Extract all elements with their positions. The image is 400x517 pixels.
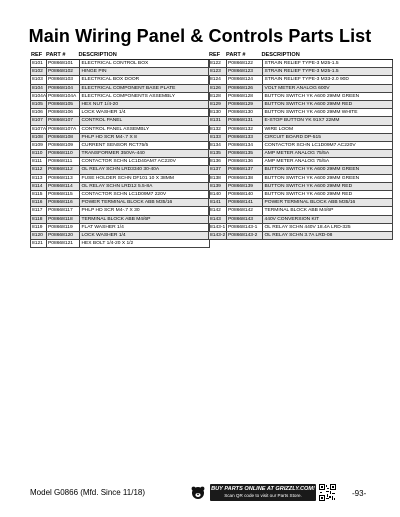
header-part: PART #	[226, 52, 246, 58]
table-row	[208, 191, 393, 199]
part-number-cell: P08668101	[47, 60, 80, 67]
part-number-cell: P08668108	[47, 134, 80, 141]
part-number-cell: P08668140	[227, 191, 263, 198]
part-number-cell: P08668115	[47, 191, 80, 198]
description-cell: CONTACTOR SCHN LC1D40AM7 AC220V	[81, 159, 176, 165]
ref-cell: 8143-1	[210, 224, 226, 230]
ref-cell: 8101	[31, 60, 47, 67]
part-number-cell: P08668112	[47, 166, 80, 173]
ref-cell: 8111	[31, 158, 47, 165]
description-cell: BUTTON SWITCH YK A600 29MM WHITE	[264, 110, 358, 116]
model-label: Model G0866 (Mfd. Since 11/18)	[30, 488, 146, 497]
header-ref: REF	[31, 52, 43, 58]
table-row	[208, 150, 393, 158]
ref-cell: 8133	[209, 134, 227, 141]
part-number-cell: P08668104A	[47, 93, 80, 100]
part-number-cell: P08668105	[47, 101, 80, 108]
part-number-cell: P08668129	[227, 101, 263, 108]
table-row	[30, 101, 210, 109]
part-number-cell: P08668119	[47, 224, 80, 231]
description-cell: ELECTRICAL COMPONENTS ASSEMBLY	[81, 93, 175, 99]
grizzly-bear-logo-icon	[191, 486, 205, 499]
ref-cell: 8104	[31, 85, 47, 92]
part-number-cell: P08668143	[227, 216, 263, 223]
ref-cell: 8118	[31, 216, 47, 223]
table-row	[30, 207, 210, 215]
description-cell: HEX BOLT 1/4-20 X 1/2	[81, 241, 134, 247]
ref-cell: 8106	[31, 109, 47, 116]
table-row	[30, 240, 210, 248]
parts-store-link[interactable]	[210, 484, 316, 501]
description-cell: BUTTON SWITCH YK A600 29MM RED	[264, 101, 353, 107]
ref-cell: 8142	[209, 207, 227, 214]
ref-cell: 8137	[209, 166, 227, 173]
ref-cell: 8108	[31, 134, 47, 141]
table-row	[208, 60, 393, 68]
ref-cell: 8141	[209, 199, 227, 206]
part-number-cell: P08668104	[47, 85, 80, 92]
ref-cell: 8115	[31, 191, 47, 198]
description-cell: BUTTON SWITCH YK A600 29MM GREEN	[264, 93, 360, 99]
table-row	[30, 191, 210, 199]
ref-cell: 8113	[31, 175, 47, 182]
description-cell: PHLP HD SCR M4-.7 X 30	[81, 208, 140, 214]
table-rows	[30, 59, 210, 248]
description-cell: CIRCUIT BOARD DP-515	[264, 134, 321, 140]
ref-cell: 8139	[209, 183, 227, 190]
ref-cell: 8109	[31, 142, 47, 149]
part-number-cell: P08668133	[227, 134, 263, 141]
ref-cell: 8129	[209, 101, 227, 108]
description-cell: TERMINAL BLOCK ABB M4/6P	[264, 208, 334, 214]
description-cell: E-STOP BUTTON YK 91X7 22MM	[264, 118, 340, 124]
ref-cell: 8103	[31, 76, 47, 83]
description-cell: BUTTON SWITCH YK A600 29MM RED	[264, 183, 353, 189]
ref-cell: 8107A	[32, 126, 47, 132]
table-row	[30, 68, 210, 76]
part-number-cell: P08668124	[227, 76, 263, 83]
part-number-cell: P08668113	[47, 175, 80, 182]
ref-cell: 8140	[209, 191, 227, 198]
part-number-cell: P08668126	[227, 85, 263, 92]
description-cell: CONTACTOR SCHN LC1D09M7 220V	[81, 192, 167, 197]
table-row	[30, 85, 210, 93]
table-row	[30, 93, 210, 101]
table-row	[30, 232, 210, 240]
part-number-cell: P08668130	[227, 109, 263, 116]
description-cell: STRAIN RELIEF TYPE-3 M33-2.0 90D	[264, 77, 349, 83]
ref-cell: 8136	[209, 158, 227, 165]
part-number-cell: P08668114	[47, 183, 80, 190]
ref-cell: 8112	[31, 166, 47, 173]
promo-line-2: Scan QR code to visit our Parts Store.	[224, 493, 302, 498]
table-row	[208, 158, 393, 166]
ref-cell: 8131	[209, 117, 227, 124]
page-footer	[0, 483, 400, 503]
ref-cell: 8134	[209, 142, 227, 149]
description-cell: AMP METER ANALOG 75/5A	[264, 151, 330, 157]
ref-cell: 8107	[31, 117, 47, 124]
part-number-cell: P08668134	[227, 142, 263, 149]
table-row	[30, 183, 210, 191]
table-row	[30, 126, 210, 134]
table-row	[30, 117, 210, 125]
table-row	[30, 60, 210, 68]
ref-cell: 8116	[31, 199, 47, 206]
part-number-cell: P08668120	[47, 232, 80, 239]
part-number-cell: P08668103	[47, 76, 80, 83]
ref-cell: 8110	[31, 150, 47, 157]
table-row	[208, 207, 393, 215]
table-row	[208, 93, 393, 101]
ref-cell: 8124	[209, 76, 227, 83]
table-row	[208, 134, 393, 142]
table-row	[208, 199, 393, 207]
header-part: PART #	[46, 52, 66, 58]
part-number-cell: P08668122	[227, 60, 263, 67]
part-number-cell: P08668143-1	[227, 224, 263, 231]
part-number-cell: P08668142	[227, 207, 263, 214]
table-row	[30, 142, 210, 150]
part-number-cell: P08668123	[227, 68, 263, 75]
description-cell: FUSE HOLDER SCHN DF101 10 X 38MM	[81, 175, 174, 181]
part-number-cell: P08668117	[47, 207, 80, 214]
description-cell: TRANSFORMER 350VA-440	[81, 151, 145, 157]
description-cell: LOCK WASHER 1/4	[81, 232, 126, 238]
description-cell: HINGE PIN	[81, 69, 107, 75]
qr-code-icon[interactable]	[319, 484, 336, 501]
table-row	[208, 85, 393, 93]
table-row	[30, 134, 210, 142]
part-number-cell: P08668109	[47, 142, 80, 149]
table-row	[30, 76, 210, 84]
table-row	[208, 166, 393, 174]
ref-cell: 8120	[31, 232, 47, 239]
page-number: -93-	[352, 489, 367, 498]
part-number-cell: P08668137	[227, 166, 263, 173]
ref-cell: 8123	[209, 68, 227, 75]
parts-table-left	[30, 50, 210, 248]
table-row	[30, 158, 210, 166]
description-cell: TERMINAL BLOCK ABB M4/6P	[81, 216, 151, 222]
table-row	[30, 175, 210, 183]
description-cell: ELECTRICAL CONTROL BOX	[81, 61, 149, 66]
header-description: DESCRIPTION	[261, 52, 300, 58]
part-number-cell: P08668143-2	[227, 232, 263, 239]
part-number-cell: P08668102	[47, 68, 80, 75]
ref-cell: 8105	[31, 101, 47, 108]
description-cell: POWER TERMINAL BLOCK ABB M35/16	[264, 200, 356, 206]
ref-cell: 8143	[209, 216, 227, 223]
table-row	[208, 76, 393, 84]
ref-cell: 8128	[209, 93, 227, 100]
ref-cell: 8121	[31, 240, 47, 247]
table-row	[208, 224, 393, 232]
description-cell: VOLT METER ANALOG 600V	[264, 85, 330, 91]
part-number-cell: P08668128	[227, 93, 263, 100]
description-cell: OL RELAY SCHN LRD12 5.5-8A	[81, 183, 153, 189]
description-cell: FLAT WASHER 1/4	[81, 224, 124, 230]
ref-cell: 8117	[31, 207, 47, 214]
part-number-cell: P08668135	[227, 150, 263, 157]
part-number-cell: P08668116	[47, 199, 80, 206]
table-row	[208, 126, 393, 134]
table-row	[30, 199, 210, 207]
part-number-cell: P08668121	[47, 240, 80, 247]
page-title: Main Wiring Panel & Controls Parts List	[28, 26, 372, 46]
ref-cell: 8102	[31, 68, 47, 75]
description-cell: 440V CONVERSION KIT	[264, 216, 320, 222]
part-number-cell: P08668141	[227, 199, 263, 206]
ref-cell: 8143-2	[210, 232, 226, 238]
ref-cell: 8119	[31, 224, 47, 231]
description-cell: AMP METER ANALOG 75/5A	[264, 159, 330, 165]
part-number-cell: P08668118	[47, 216, 80, 223]
ref-cell: 8138	[209, 175, 227, 182]
part-number-cell: P08668106	[47, 109, 80, 116]
part-number-cell: P08668110	[47, 150, 80, 157]
table-row	[208, 183, 393, 191]
description-cell: BUTTON SWITCH YK A600 29MM GREEN	[264, 167, 360, 173]
part-number-cell: P08668139	[227, 183, 263, 190]
description-cell: STRAIN RELIEF TYPE-3 M25-1.5	[264, 61, 339, 66]
table-rows	[208, 59, 393, 240]
description-cell: CONTACTOR SCHN LC1D09M7 AC220V	[264, 142, 356, 148]
ref-cell: 8104A	[32, 93, 47, 99]
description-cell: OL RELAY SCHN LRD3340 30-40A	[81, 167, 160, 173]
table-row	[208, 117, 393, 125]
parts-table-right	[208, 50, 393, 240]
description-cell: LOCK WASHER 1/4	[81, 110, 126, 116]
table-header	[30, 50, 210, 59]
ref-cell: 8135	[209, 150, 227, 157]
description-cell: POWER TERMINAL BLOCK ABB M35/16	[81, 200, 173, 206]
table-row	[208, 175, 393, 183]
description-cell: CONTROL PANEL ASSEMBLY	[81, 126, 150, 132]
table-row	[30, 150, 210, 158]
table-row	[208, 216, 393, 224]
description-cell: PHLP HD SCR M4-.7 X 8	[81, 134, 137, 140]
table-header	[208, 50, 393, 59]
part-number-cell: P08668107A	[47, 126, 80, 133]
ref-cell: 8130	[209, 109, 227, 116]
table-row	[208, 142, 393, 150]
description-cell: ELECTRICAL COMPONENT BASE PLATE	[81, 85, 176, 91]
table-row	[30, 216, 210, 224]
description-cell: OL RELAY SCHN 3.7A LRD-08	[264, 232, 333, 238]
part-number-cell: P08668132	[227, 126, 263, 133]
part-number-cell: P08668111	[47, 158, 80, 165]
description-cell: BUTTON SWITCH YK A600 29MM GREEN	[264, 175, 360, 181]
description-cell: STRAIN RELIEF TYPE-3 M25-1.5	[264, 69, 339, 75]
promo-line-1: BUY PARTS ONLINE AT GRIZZLY.COM!	[211, 486, 315, 492]
table-row	[208, 109, 393, 117]
header-ref: REF	[209, 52, 221, 58]
ref-cell: 8122	[209, 60, 227, 67]
part-number-cell: P08668131	[227, 117, 263, 124]
description-cell: WIRE LOOM	[264, 126, 294, 132]
description-cell: OL RELAY SCHN 440V 18.4A LRD-325	[264, 224, 351, 230]
description-cell: BUTTON SWITCH YK A600 29MM RED	[264, 192, 353, 197]
table-row	[208, 101, 393, 109]
table-row	[30, 166, 210, 174]
part-number-cell: P08668138	[227, 175, 263, 182]
table-row	[30, 109, 210, 117]
ref-cell: 8132	[209, 126, 227, 133]
ref-cell: 8114	[31, 183, 47, 190]
description-cell: HEX NUT 1/4-20	[81, 101, 119, 107]
table-row	[208, 68, 393, 76]
description-cell: CONTROL PANEL	[81, 118, 123, 124]
ref-cell: 8126	[209, 85, 227, 92]
header-description: DESCRIPTION	[78, 52, 117, 58]
table-row	[30, 224, 210, 232]
part-number-cell: P08668107	[47, 117, 80, 124]
table-row	[208, 232, 393, 240]
description-cell: ELECTRICAL BOX DOOR	[81, 77, 140, 83]
part-number-cell: P08668136	[227, 158, 263, 165]
description-cell: CURRENT SENSOR RCT75/5	[81, 142, 149, 148]
